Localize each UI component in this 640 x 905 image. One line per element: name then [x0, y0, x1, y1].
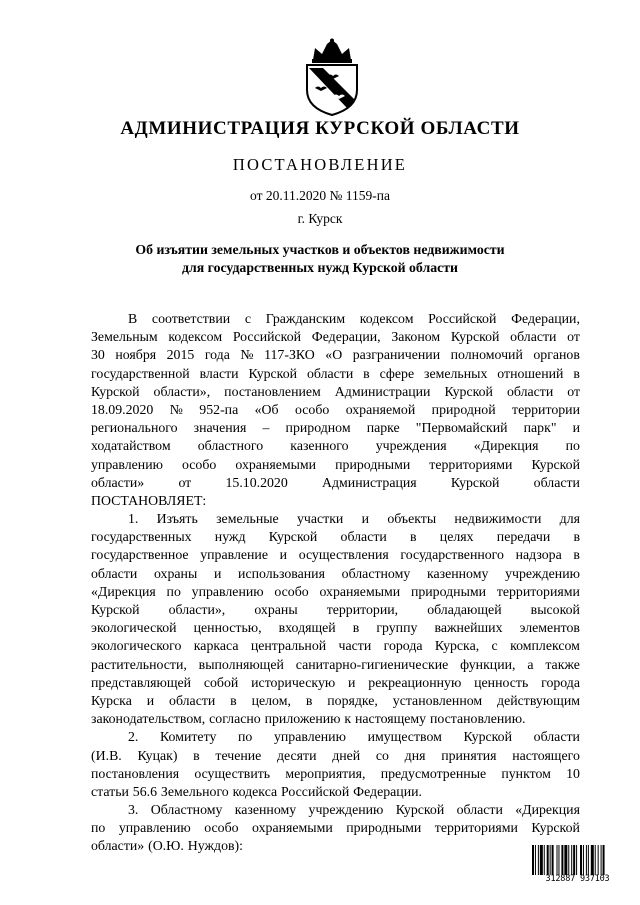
body-word: Курской	[531, 456, 580, 472]
body-word: №	[169, 401, 183, 417]
body-word: природными	[410, 583, 487, 599]
body-word: казенного	[290, 438, 349, 454]
body-word: Российской	[281, 783, 350, 799]
body-word: Курской	[450, 329, 500, 345]
body-word: части	[338, 638, 372, 654]
document-title	[0, 241, 640, 276]
body-word: в	[193, 747, 200, 763]
document-date-number: от 20.11.2020 № 1159-па	[250, 188, 390, 203]
body-word: собой	[203, 674, 239, 690]
body-line	[91, 583, 580, 601]
body-line	[91, 510, 580, 528]
body-word: экологического	[91, 638, 182, 654]
body-word: кодекса	[232, 783, 278, 799]
body-word: Земельного	[160, 783, 229, 799]
body-word: области	[340, 529, 387, 545]
body-word: Курской	[248, 365, 298, 381]
body-word: охраны	[153, 565, 198, 581]
body-word: охраняемой	[345, 401, 416, 417]
body-word: территориями	[429, 456, 513, 472]
body-word: в	[573, 529, 580, 545]
body-word: комплексом	[510, 638, 580, 654]
body-word: Курской	[91, 602, 140, 617]
body-word: осуществления	[298, 547, 389, 563]
document-body	[91, 310, 580, 856]
barcode-icon	[532, 845, 623, 875]
body-word: учреждению	[505, 565, 580, 581]
body-word: (О.Ю.	[148, 838, 184, 854]
body-word: постановления	[91, 765, 180, 781]
body-word: Изъять	[156, 511, 198, 527]
body-word: к	[344, 711, 352, 727]
barcode	[532, 845, 623, 885]
body-line	[91, 565, 580, 583]
body-word: областного	[197, 438, 264, 454]
body-word: каркаса	[193, 638, 239, 654]
document-city: г. Курск	[297, 211, 343, 226]
body-word: ходатайством	[91, 438, 171, 454]
body-word: 2.	[128, 729, 139, 745]
body-line	[91, 819, 580, 837]
body-word: природной	[431, 401, 496, 417]
body-word: принятия	[441, 747, 497, 763]
body-word: течение	[215, 747, 262, 763]
body-word: области	[456, 802, 503, 818]
body-word: в	[230, 692, 237, 708]
body-word: казенному	[234, 802, 297, 818]
body-word: и	[572, 420, 580, 436]
body-line	[91, 765, 580, 783]
body-word: нужд	[214, 529, 246, 545]
body-word: 10	[566, 765, 580, 781]
body-word: разграничении	[352, 347, 441, 363]
body-line	[91, 492, 580, 510]
document-type: ПОСТАНОВЛЕНИЕ	[232, 155, 408, 174]
body-word: представляющей	[91, 674, 192, 690]
body-line	[91, 728, 580, 746]
body-word: земельные	[216, 511, 279, 527]
body-line	[91, 437, 580, 455]
body-word: территориями	[434, 820, 518, 836]
body-word: парк"	[523, 420, 557, 436]
body-word: природными	[346, 820, 422, 836]
body-word: центральной	[250, 638, 327, 654]
body-word: законодательством,	[91, 711, 206, 727]
body-word: государственной	[91, 365, 190, 381]
body-word: особо	[294, 401, 330, 417]
body-word: охраняемыми	[235, 456, 317, 472]
title-line: для государственных нужд Курской области	[182, 259, 458, 275]
body-word: 56.6	[132, 783, 158, 799]
body-word: территории	[512, 401, 580, 417]
body-word: парке	[366, 420, 400, 436]
body-word: Курской	[463, 729, 513, 745]
body-word: от	[567, 329, 580, 345]
body-word: экологической	[91, 620, 177, 636]
body-word: 30	[91, 347, 105, 363]
body-word: ценностью,	[193, 620, 262, 636]
body-line	[91, 710, 580, 728]
body-word: управление	[200, 547, 268, 563]
body-word: Курской	[531, 820, 580, 836]
body-word: с	[491, 638, 498, 654]
body-line	[91, 456, 580, 474]
body-word: Нуждов):	[187, 838, 243, 854]
body-word: Куцак)	[137, 747, 178, 763]
body-word: 952-па	[199, 401, 239, 417]
body-word: Курской	[450, 474, 500, 490]
body-word: земельных	[424, 365, 488, 381]
body-word: территории,	[326, 602, 399, 617]
body-word: управлению	[91, 456, 163, 472]
body-word: города	[541, 674, 580, 690]
body-word: «Дирекция	[91, 583, 156, 599]
body-word: Земельным	[91, 329, 158, 345]
body-word: в	[352, 620, 360, 636]
body-word: «Об	[254, 401, 279, 417]
body-word: мероприятия,	[285, 765, 366, 781]
body-word: установленном	[392, 692, 483, 708]
body-word: растительности,	[91, 656, 187, 672]
barcode-number: 312887 937103	[545, 874, 610, 884]
body-word: «Дирекция	[473, 438, 539, 454]
body-word: Федерации,	[311, 329, 381, 345]
body-word: отношений	[497, 365, 564, 381]
body-word: в	[410, 529, 417, 545]
body-word: управлению	[118, 820, 191, 836]
body-word: «Дирекция	[515, 802, 580, 818]
body-word: приложению	[264, 711, 341, 727]
body-word: группу	[376, 620, 418, 636]
body-word: санитарно-гигиенические	[295, 656, 449, 672]
body-word: статьи	[91, 783, 129, 799]
body-word: и	[361, 511, 370, 527]
body-line	[91, 674, 580, 692]
body-line	[91, 346, 580, 364]
body-line	[91, 656, 580, 674]
body-word: целях	[439, 529, 474, 545]
body-word: Курской	[395, 802, 445, 818]
body-word: областному	[341, 565, 411, 581]
body-word: со	[375, 747, 389, 763]
body-line	[91, 310, 580, 328]
body-word: предусмотренные	[380, 765, 487, 781]
body-word: казенному	[426, 565, 489, 581]
body-word: Курска	[91, 692, 132, 708]
body-word: Законом	[391, 329, 441, 345]
body-word: постановлению.	[429, 711, 526, 727]
title-line: Об изъятии земельных участков и объектов недвижимости	[135, 242, 505, 257]
body-word: порядке,	[327, 692, 378, 708]
body-word: десяти	[277, 747, 317, 763]
body-word: охраняемыми	[252, 820, 333, 836]
body-word: участки	[296, 511, 344, 527]
body-word: Федерации,	[511, 311, 580, 326]
body-word: 117-ЗКО	[264, 347, 315, 363]
body-word: управлению	[191, 583, 264, 599]
body-word: области	[533, 474, 580, 490]
body-word: государственное	[91, 547, 189, 563]
body-word: органов	[533, 347, 580, 363]
body-word: Российской	[428, 311, 497, 326]
body-word: по	[565, 438, 580, 454]
body-word: имуществом	[367, 729, 442, 745]
body-word: «О	[325, 347, 343, 363]
body-word: в	[305, 692, 313, 708]
body-word: передачи	[496, 529, 551, 545]
body-word: "Первомайский	[415, 420, 508, 436]
body-word: Курска,	[434, 638, 480, 654]
body-word: области	[510, 329, 557, 345]
body-word: природными	[335, 456, 411, 472]
body-word: Администрации	[334, 383, 431, 399]
body-word: кодексом	[168, 329, 223, 345]
body-word: обладающей	[427, 602, 502, 617]
body-word: и	[146, 692, 155, 708]
body-word: по	[91, 820, 106, 836]
body-word: действующим	[497, 692, 580, 708]
body-word: охраны	[254, 602, 298, 617]
body-word: особо	[204, 820, 239, 836]
body-word: области	[91, 565, 138, 581]
body-word: от	[567, 383, 580, 399]
body-word: ценность	[474, 674, 529, 690]
body-word: Федерации.	[353, 783, 422, 799]
body-word: соответствии	[151, 311, 231, 326]
body-line	[91, 783, 580, 801]
body-word: пунктом	[501, 765, 551, 781]
body-word: надзора	[515, 547, 562, 563]
body-word: по	[166, 583, 181, 599]
body-word: полномочий	[450, 347, 523, 363]
body-word: №	[240, 347, 254, 363]
body-line	[91, 401, 580, 419]
body-word: объекты	[387, 511, 437, 527]
body-word: настоящему	[355, 711, 427, 727]
body-word: особо	[182, 456, 217, 472]
body-word: 15.10.2020	[225, 474, 288, 490]
body-line	[91, 383, 580, 401]
body-word: согласно	[209, 711, 261, 727]
body-word: недвижимости	[454, 511, 542, 527]
body-word: (И.В.	[91, 747, 122, 763]
body-word: государственного	[400, 547, 504, 563]
body-word: в	[573, 547, 580, 563]
body-word: настоящего	[512, 747, 580, 763]
body-word: по	[238, 729, 253, 745]
body-word: с	[244, 311, 251, 326]
body-word: Комитету	[160, 729, 217, 745]
body-word: Курской	[268, 529, 318, 545]
body-line	[91, 546, 580, 564]
body-word: области	[306, 365, 354, 381]
body-word: Курской	[444, 383, 493, 399]
body-word: ПОСТАНОВЛЯЕТ:	[91, 492, 207, 508]
body-line	[91, 601, 580, 619]
body-word: ноября	[115, 347, 157, 363]
body-word: значения	[193, 420, 247, 436]
body-word: важнейших	[434, 620, 503, 636]
body-word: сфере	[379, 365, 415, 381]
body-word: области	[169, 692, 216, 708]
body-word: 18.09.2020	[91, 401, 154, 417]
body-word: учреждению	[308, 802, 384, 818]
body-line	[91, 837, 580, 855]
body-word: территориями	[496, 583, 580, 599]
body-line	[91, 747, 580, 765]
body-word: использования	[238, 565, 325, 581]
body-word: в	[363, 365, 370, 381]
body-word: 1.	[128, 511, 139, 527]
body-word: осуществить	[194, 765, 271, 781]
body-word: Российской	[232, 329, 302, 345]
body-word: рекреационную	[368, 674, 462, 690]
body-word: Курской	[91, 383, 140, 399]
body-line	[91, 692, 580, 710]
body-word: области»	[91, 838, 145, 854]
body-line	[91, 474, 580, 492]
body-word: охраняемыми	[319, 583, 401, 599]
body-word: также	[545, 656, 580, 672]
body-word: в	[573, 365, 580, 381]
body-line	[91, 801, 580, 819]
body-line	[91, 528, 580, 546]
body-word: области	[506, 383, 554, 399]
body-word: города	[383, 638, 423, 654]
body-word: учреждения	[375, 438, 447, 454]
body-word: особо	[274, 583, 309, 599]
body-word: области	[533, 729, 580, 745]
body-line	[91, 365, 580, 383]
body-word: года	[204, 347, 230, 363]
body-word: входящей	[278, 620, 336, 636]
body-word: государственных	[91, 529, 192, 545]
body-word: В	[128, 311, 138, 326]
body-line	[91, 619, 580, 637]
body-word: и	[348, 674, 356, 690]
body-word: регионального	[91, 420, 178, 436]
body-line	[91, 419, 580, 437]
body-word: элементов	[519, 620, 580, 636]
body-word: а	[527, 656, 534, 672]
body-word: Администрация	[322, 474, 417, 490]
body-word: дня	[404, 747, 426, 763]
body-word: управлению	[273, 729, 346, 745]
body-word: и	[279, 547, 288, 563]
body-word: и	[213, 565, 222, 581]
body-word: высокой	[530, 602, 580, 617]
body-word: от	[178, 474, 192, 490]
body-word: области»,	[153, 383, 211, 399]
body-word: власти	[199, 365, 239, 381]
coat-of-arms-icon	[299, 38, 365, 116]
body-word: Областному	[150, 802, 223, 818]
body-word: области»	[91, 474, 145, 490]
body-word: выполняющей	[198, 656, 284, 672]
body-word: целом,	[251, 692, 291, 708]
body-word: постановлением	[224, 383, 321, 399]
body-line	[91, 637, 580, 655]
organization-name: АДМИНИСТРАЦИЯ КУРСКОЙ ОБЛАСТИ	[120, 118, 520, 139]
body-word: –	[262, 420, 270, 436]
body-word: 3.	[128, 802, 139, 818]
body-word: историческую	[251, 674, 336, 690]
body-word: Гражданским	[265, 311, 346, 326]
body-word: для	[559, 511, 580, 527]
body-word: 2015	[166, 347, 195, 363]
body-word: кодексом	[359, 311, 414, 326]
body-word: природном	[285, 420, 351, 436]
body-word: дней	[332, 747, 361, 763]
body-line	[91, 328, 580, 346]
body-word: области»,	[168, 602, 226, 617]
body-word: функции,	[460, 656, 516, 672]
